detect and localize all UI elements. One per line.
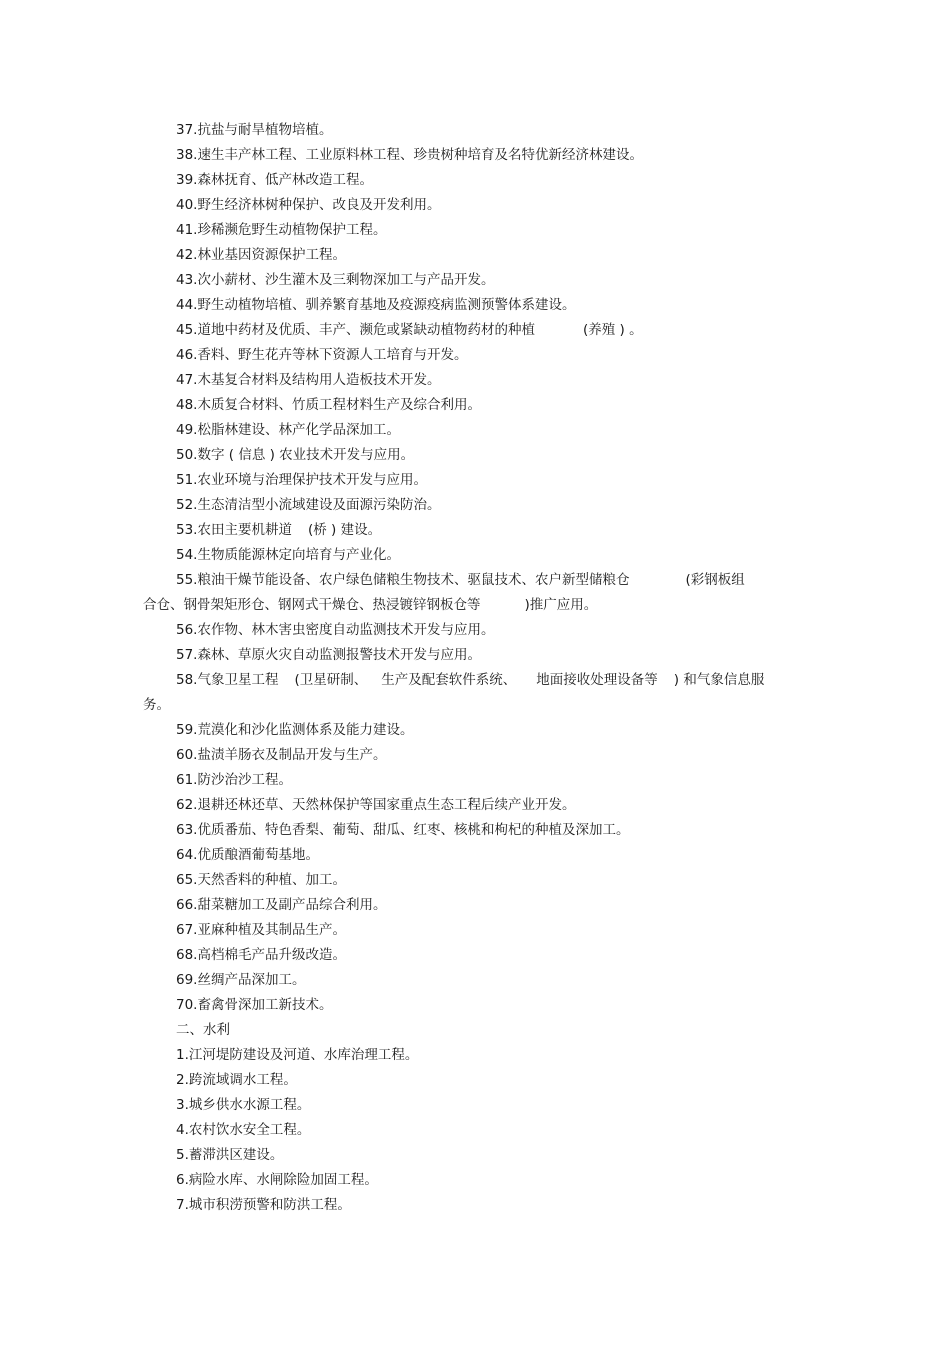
list-item: 70.畜禽骨深加工新技术。 <box>176 997 333 1013</box>
item-53-suffix: (桥 ) 建设。 <box>307 522 382 538</box>
list-item: 65.天然香料的种植、加工。 <box>176 872 346 888</box>
list-item: 61.防沙治沙工程。 <box>176 772 292 788</box>
section-heading-water: 二、水利 <box>176 1022 230 1038</box>
list-item: 5.蓄滞洪区建设。 <box>176 1147 284 1163</box>
list-item: 62.退耕还林还草、天然林保护等国家重点生态工程后续产业开发。 <box>176 797 576 813</box>
item-58-part-c: 生产及配套软件系统、 <box>381 672 517 688</box>
list-item: 4.农村饮水安全工程。 <box>176 1122 311 1138</box>
list-item: 44.野生动植物培植、驯养繁育基地及疫源疫病监测预警体系建设。 <box>176 297 576 313</box>
list-item: 37.抗盐与耐旱植物培植。 <box>176 122 333 138</box>
item-55-paren: (彩钢板组 <box>685 572 745 588</box>
list-item: 41.珍稀濒危野生动植物保护工程。 <box>176 222 387 238</box>
list-item: 67.亚麻种植及其制品生产。 <box>176 922 346 938</box>
list-item: 60.盐渍羊肠衣及制品开发与生产。 <box>176 747 387 763</box>
list-item: 52.生态清洁型小流域建设及面源污染防治。 <box>176 497 441 513</box>
list-item: 51.农业环境与治理保护技术开发与应用。 <box>176 472 427 488</box>
list-item: 56.农作物、林木害虫密度自动监测技术开发与应用。 <box>176 622 495 638</box>
list-item: 57.森林、草原火灾自动监测报警技术开发与应用。 <box>176 647 481 663</box>
list-item: 68.高档棉毛产品升级改造。 <box>176 947 346 963</box>
list-item: 1.江河堤防建设及河道、水库治理工程。 <box>176 1047 419 1063</box>
list-item-53 <box>143 518 808 543</box>
list-item-55-line2 <box>143 593 808 618</box>
item-55-text: 55.粮油干燥节能设备、农户绿色储粮生物技术、驱鼠技术、农户新型储粮仓 <box>176 572 630 588</box>
item-53-text: 53.农田主要机耕道 <box>176 522 292 538</box>
list-item: 69.丝绸产品深加工。 <box>176 972 306 988</box>
list-item: 63.优质番茄、特色香梨、葡萄、甜瓜、红枣、核桃和枸杞的种植及深加工。 <box>176 822 630 838</box>
item-58-part-e: ) 和气象信息服 <box>673 672 765 688</box>
list-item: 64.优质酿酒葡萄基地。 <box>176 847 319 863</box>
item-55-cont: 合仓、钢骨架矩形仓、钢网式干燥仓、热浸镀锌钢板仓等 <box>143 597 481 613</box>
item-58-text: 58.气象卫星工程 <box>176 672 279 688</box>
list-item: 38.速生丰产林工程、工业原料林工程、珍贵树种培育及名特优新经济林建设。 <box>176 147 643 163</box>
item-58-part-d: 地面接收处理设备等 <box>536 672 658 688</box>
list-item: 42.林业基因资源保护工程。 <box>176 247 346 263</box>
list-item: 66.甜菜糖加工及副产品综合利用。 <box>176 897 387 913</box>
list-item: 6.病险水库、水闸除险加固工程。 <box>176 1172 378 1188</box>
list-item: 54.生物质能源林定向培育与产业化。 <box>176 547 400 563</box>
item-45-text: 45.道地中药材及优质、丰产、濒危或紧缺动植物药材的种植 <box>176 322 535 338</box>
list-item: 48.木质复合材料、竹质工程材料生产及综合利用。 <box>176 397 481 413</box>
list-item-58-line1 <box>143 668 808 693</box>
list-item: 49.松脂林建设、林产化学品深加工。 <box>176 422 400 438</box>
list-item: 7.城市积涝预警和防洪工程。 <box>176 1197 351 1213</box>
list-item: 39.森林抚育、低产林改造工程。 <box>176 172 373 188</box>
list-item: 50.数字 ( 信息 ) 农业技术开发与应用。 <box>176 447 415 463</box>
list-item: 40.野生经济林树种保护、改良及开发利用。 <box>176 197 441 213</box>
list-item: 59.荒漠化和沙化监测体系及能力建设。 <box>176 722 414 738</box>
list-item: 2.跨流域调水工程。 <box>176 1072 297 1088</box>
list-item-45 <box>143 318 808 343</box>
document-body <box>143 118 808 1218</box>
list-item: 47.木基复合材料及结构用人造板技术开发。 <box>176 372 441 388</box>
item-45-suffix: (养殖 ) 。 <box>582 322 643 338</box>
list-item: 46.香料、野生花卉等林下资源人工培育与开发。 <box>176 347 468 363</box>
item-55-end: )推广应用。 <box>524 597 598 613</box>
list-item-58-line2: 务。 <box>143 697 170 713</box>
item-58-part-b: (卫星研制、 <box>294 672 368 688</box>
list-item: 43.次小薪材、沙生灌木及三剩物深加工与产品开发。 <box>176 272 495 288</box>
list-item-55-line1 <box>143 568 808 593</box>
list-item: 3.城乡供水水源工程。 <box>176 1097 311 1113</box>
